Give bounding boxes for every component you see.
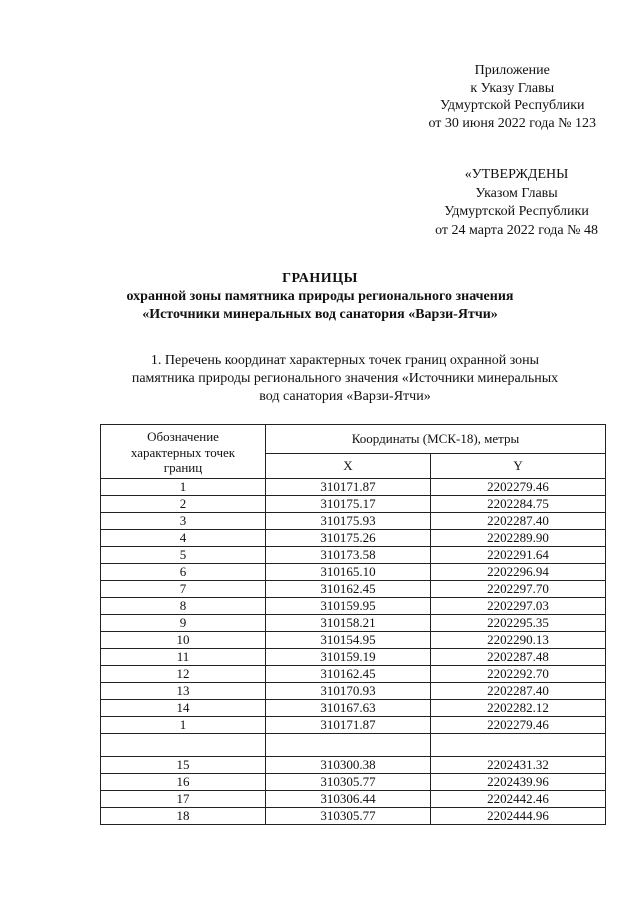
header-designation-line: характерных точек	[130, 444, 236, 460]
table-row	[101, 564, 606, 581]
cell-point: 13	[101, 683, 266, 700]
cell-y: 2202287.48	[431, 649, 606, 666]
table-row	[101, 683, 606, 700]
empty-cell	[266, 734, 431, 757]
cell-point: 18	[101, 808, 266, 825]
cell-point: 15	[101, 757, 266, 774]
cell-point: 2	[101, 496, 266, 513]
cell-point: 5	[101, 547, 266, 564]
table-row	[101, 513, 606, 530]
section-line: вод санатория «Варзи-Ятчи»	[259, 389, 431, 404]
cell-y: 2202296.94	[431, 564, 606, 581]
cell-x: 310162.45	[266, 581, 431, 598]
empty-cell	[431, 734, 606, 757]
table-row	[101, 496, 606, 513]
approved-block	[435, 166, 598, 240]
cell-point: 1	[101, 479, 266, 496]
cell-x: 310173.58	[266, 547, 431, 564]
empty-cell	[101, 734, 266, 757]
header-coordinates: Координаты (МСК-18), метры	[266, 425, 606, 454]
appendix-line: от 30 июня 2022 года № 123	[428, 115, 596, 131]
table-row	[101, 808, 606, 825]
cell-y: 2202287.40	[431, 683, 606, 700]
cell-x: 310175.26	[266, 530, 431, 547]
appendix-block	[428, 62, 596, 132]
cell-y: 2202292.70	[431, 666, 606, 683]
table-row	[101, 598, 606, 615]
cell-y: 2202295.35	[431, 615, 606, 632]
table-body	[101, 479, 606, 825]
title-line: «Источники минеральных вод санатория «Варзи-Ятчи»	[142, 307, 498, 322]
cell-x: 310300.38	[266, 757, 431, 774]
cell-y: 2202279.46	[431, 479, 606, 496]
table-row	[101, 774, 606, 791]
title-line: ГРАНИЦЫ	[282, 271, 358, 286]
header-designation	[101, 425, 266, 479]
title-line: охранной зоны памятника природы регионального значения	[126, 289, 514, 304]
coordinates-table	[100, 424, 606, 825]
cell-point: 1	[101, 717, 266, 734]
table-row	[101, 717, 606, 734]
cell-point: 10	[101, 632, 266, 649]
cell-y: 2202431.32	[431, 757, 606, 774]
cell-y: 2202291.64	[431, 547, 606, 564]
header-designation-line: Обозначение	[147, 429, 219, 444]
cell-y: 2202290.13	[431, 632, 606, 649]
appendix-line: Приложение	[474, 63, 550, 78]
approved-line: Указом Главы	[475, 185, 558, 201]
cell-point: 7	[101, 581, 266, 598]
header-x: X	[266, 454, 431, 479]
cell-x: 310305.77	[266, 774, 431, 791]
cell-x: 310158.21	[266, 615, 431, 632]
table-row	[101, 757, 606, 774]
cell-y: 2202282.12	[431, 700, 606, 717]
cell-y: 2202289.90	[431, 530, 606, 547]
cell-y: 2202442.46	[431, 791, 606, 808]
cell-point: 14	[101, 700, 266, 717]
cell-x: 310167.63	[266, 700, 431, 717]
table-row	[101, 791, 606, 808]
cell-x: 310165.10	[266, 564, 431, 581]
cell-point: 9	[101, 615, 266, 632]
cell-y: 2202279.46	[431, 717, 606, 734]
cell-point: 3	[101, 513, 266, 530]
table-row	[101, 700, 606, 717]
header-y: Y	[431, 454, 606, 479]
table-row	[101, 632, 606, 649]
table-row	[101, 581, 606, 598]
cell-x: 310159.95	[266, 598, 431, 615]
section-line: памятника природы регионального значения «Источники минеральных	[131, 371, 559, 386]
cell-point: 11	[101, 649, 266, 666]
cell-x: 310162.45	[266, 666, 431, 683]
table-row	[101, 547, 606, 564]
cell-x: 310170.93	[266, 683, 431, 700]
section-line: 1. Перечень координат характерных точек границ охранной зоны	[150, 353, 540, 368]
table-row	[101, 666, 606, 683]
cell-y: 2202439.96	[431, 774, 606, 791]
cell-point: 6	[101, 564, 266, 581]
cell-x: 310305.77	[266, 808, 431, 825]
table-row	[101, 615, 606, 632]
approved-line: Удмуртской Республики	[444, 204, 589, 219]
header-designation-line: границ	[163, 460, 203, 475]
appendix-line: к Указу Главы	[470, 80, 555, 96]
cell-point: 8	[101, 598, 266, 615]
cell-x: 310175.93	[266, 513, 431, 530]
table-row-separator	[101, 734, 606, 757]
cell-x: 310154.95	[266, 632, 431, 649]
cell-point: 12	[101, 666, 266, 683]
cell-y: 2202297.03	[431, 598, 606, 615]
cell-y: 2202444.96	[431, 808, 606, 825]
cell-x: 310159.19	[266, 649, 431, 666]
table-row	[101, 530, 606, 547]
cell-y: 2202297.70	[431, 581, 606, 598]
cell-x: 310175.17	[266, 496, 431, 513]
cell-y: 2202287.40	[431, 513, 606, 530]
approved-line: от 24 марта 2022 года № 48	[435, 222, 598, 238]
cell-x: 310306.44	[266, 791, 431, 808]
cell-x: 310171.87	[266, 717, 431, 734]
document-title	[0, 270, 640, 324]
table-row	[101, 479, 606, 496]
cell-point: 16	[101, 774, 266, 791]
cell-y: 2202284.75	[431, 496, 606, 513]
table-row	[101, 649, 606, 666]
cell-x: 310171.87	[266, 479, 431, 496]
section-heading	[0, 352, 640, 406]
cell-point: 4	[101, 530, 266, 547]
cell-point: 17	[101, 791, 266, 808]
appendix-line: Удмуртской Республики	[439, 98, 585, 113]
approved-line: «УТВЕРЖДЕНЫ	[464, 167, 569, 182]
